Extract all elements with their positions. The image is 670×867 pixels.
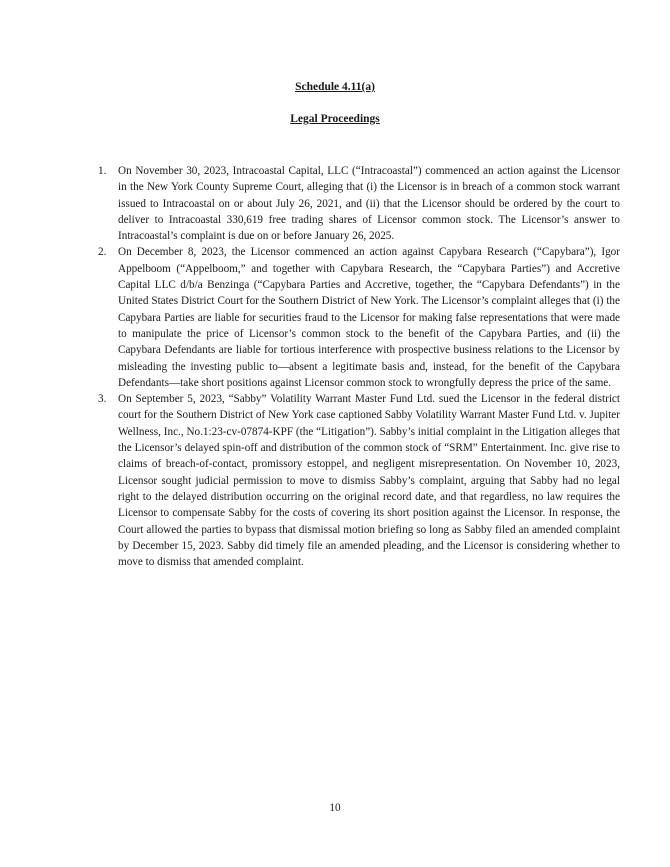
list-item-number: 2. <box>98 246 107 259</box>
schedule-title: Schedule 4.11(a) <box>295 81 375 93</box>
legal-proceedings-list <box>98 163 620 570</box>
list-item <box>98 391 620 570</box>
list-item-number: 3. <box>98 393 107 406</box>
list-item <box>98 244 620 391</box>
list-item-text: On September 5, 2023, “Sabby” Volatility Warrant Master Fund Ltd. sued the Licensor in the federal district court for the Southern District of New York case captioned Sabby Volatility Warrant Master Fund Ltd. v. Jupiter Wellness, Inc., No.1:23-cv-07874-KPF (the “Litigation”). Sabby’s initial complaint in the Litigation alleges that the Licensor’s delayed spin-off and distribution of the common stock of “SRM” Entertainment. Inc. give rise to claims of breach-of-contact, promissory estoppel, and negligent misrepresentation. On November 10, 2023, Licensor sought judicial permission to move to dismiss Sabby’s complaint, arguing that Sabby had no legal right to the delayed distribution occurring on the original record date, and that regardless, no law requires the Licensor to compensate Sabby for the costs of covering its short position against the Licensor. In response, the Court allowed the parties to bypass that dismissal motion briefing so long as Sabby filed an amended complaint by December 15, 2023. Sabby did timely file an amended pleading, and the Licensor is considering whether to move to dismiss that amended complaint. <box>118 393 620 569</box>
page-number: 10 <box>329 802 341 814</box>
section-title: Legal Proceedings <box>290 113 380 125</box>
list-item <box>98 163 620 244</box>
list-item-text: On November 30, 2023, Intracoastal Capital, LLC (“Intracoastal”) commenced an action against the Licensor in the New York County Supreme Court, alleging that (i) the Licensor is in breach of a common stock warrant issued to Intracoastal on or about July 26, 2021, and (ii) that the Licensor should be ordered by the court to deliver to Intracoastal 330,619 free trading shares of Licensor common stock. The Licensor’s answer to Intracoastal’s complaint is due on or before January 26, 2025. <box>118 165 620 243</box>
list-item-text: On December 8, 2023, the Licensor commenced an action against Capybara Research (“Capybara”), Igor Appelboom (“Appelboom,” and together with Capybara Research, the “Capybara Parties”) and Accretive Capital LLC d/b/a Benzinga (“Capybara Parties and Accretive, together, the “Capybara Defendants”) in the United States District Court for the Southern District of New York. The Licensor’s complaint alleges that (i) the Capybara Parties are liable for securities fraud to the Licensor for making false representations that were made to manipulate the price of Licensor’s common stock to the benefit of the Capybara Parties, and (ii) the Capybara Defendants are liable for tortious interference with prospective business relations to the Licensor by misleading the investing public to—absent a legitimate basis and, instead, for the benefit of the Capybara Defendants—take short positions against Licensor common stock to wrongfully depress the price of the same. <box>118 246 620 389</box>
list-item-number: 1. <box>98 165 107 177</box>
